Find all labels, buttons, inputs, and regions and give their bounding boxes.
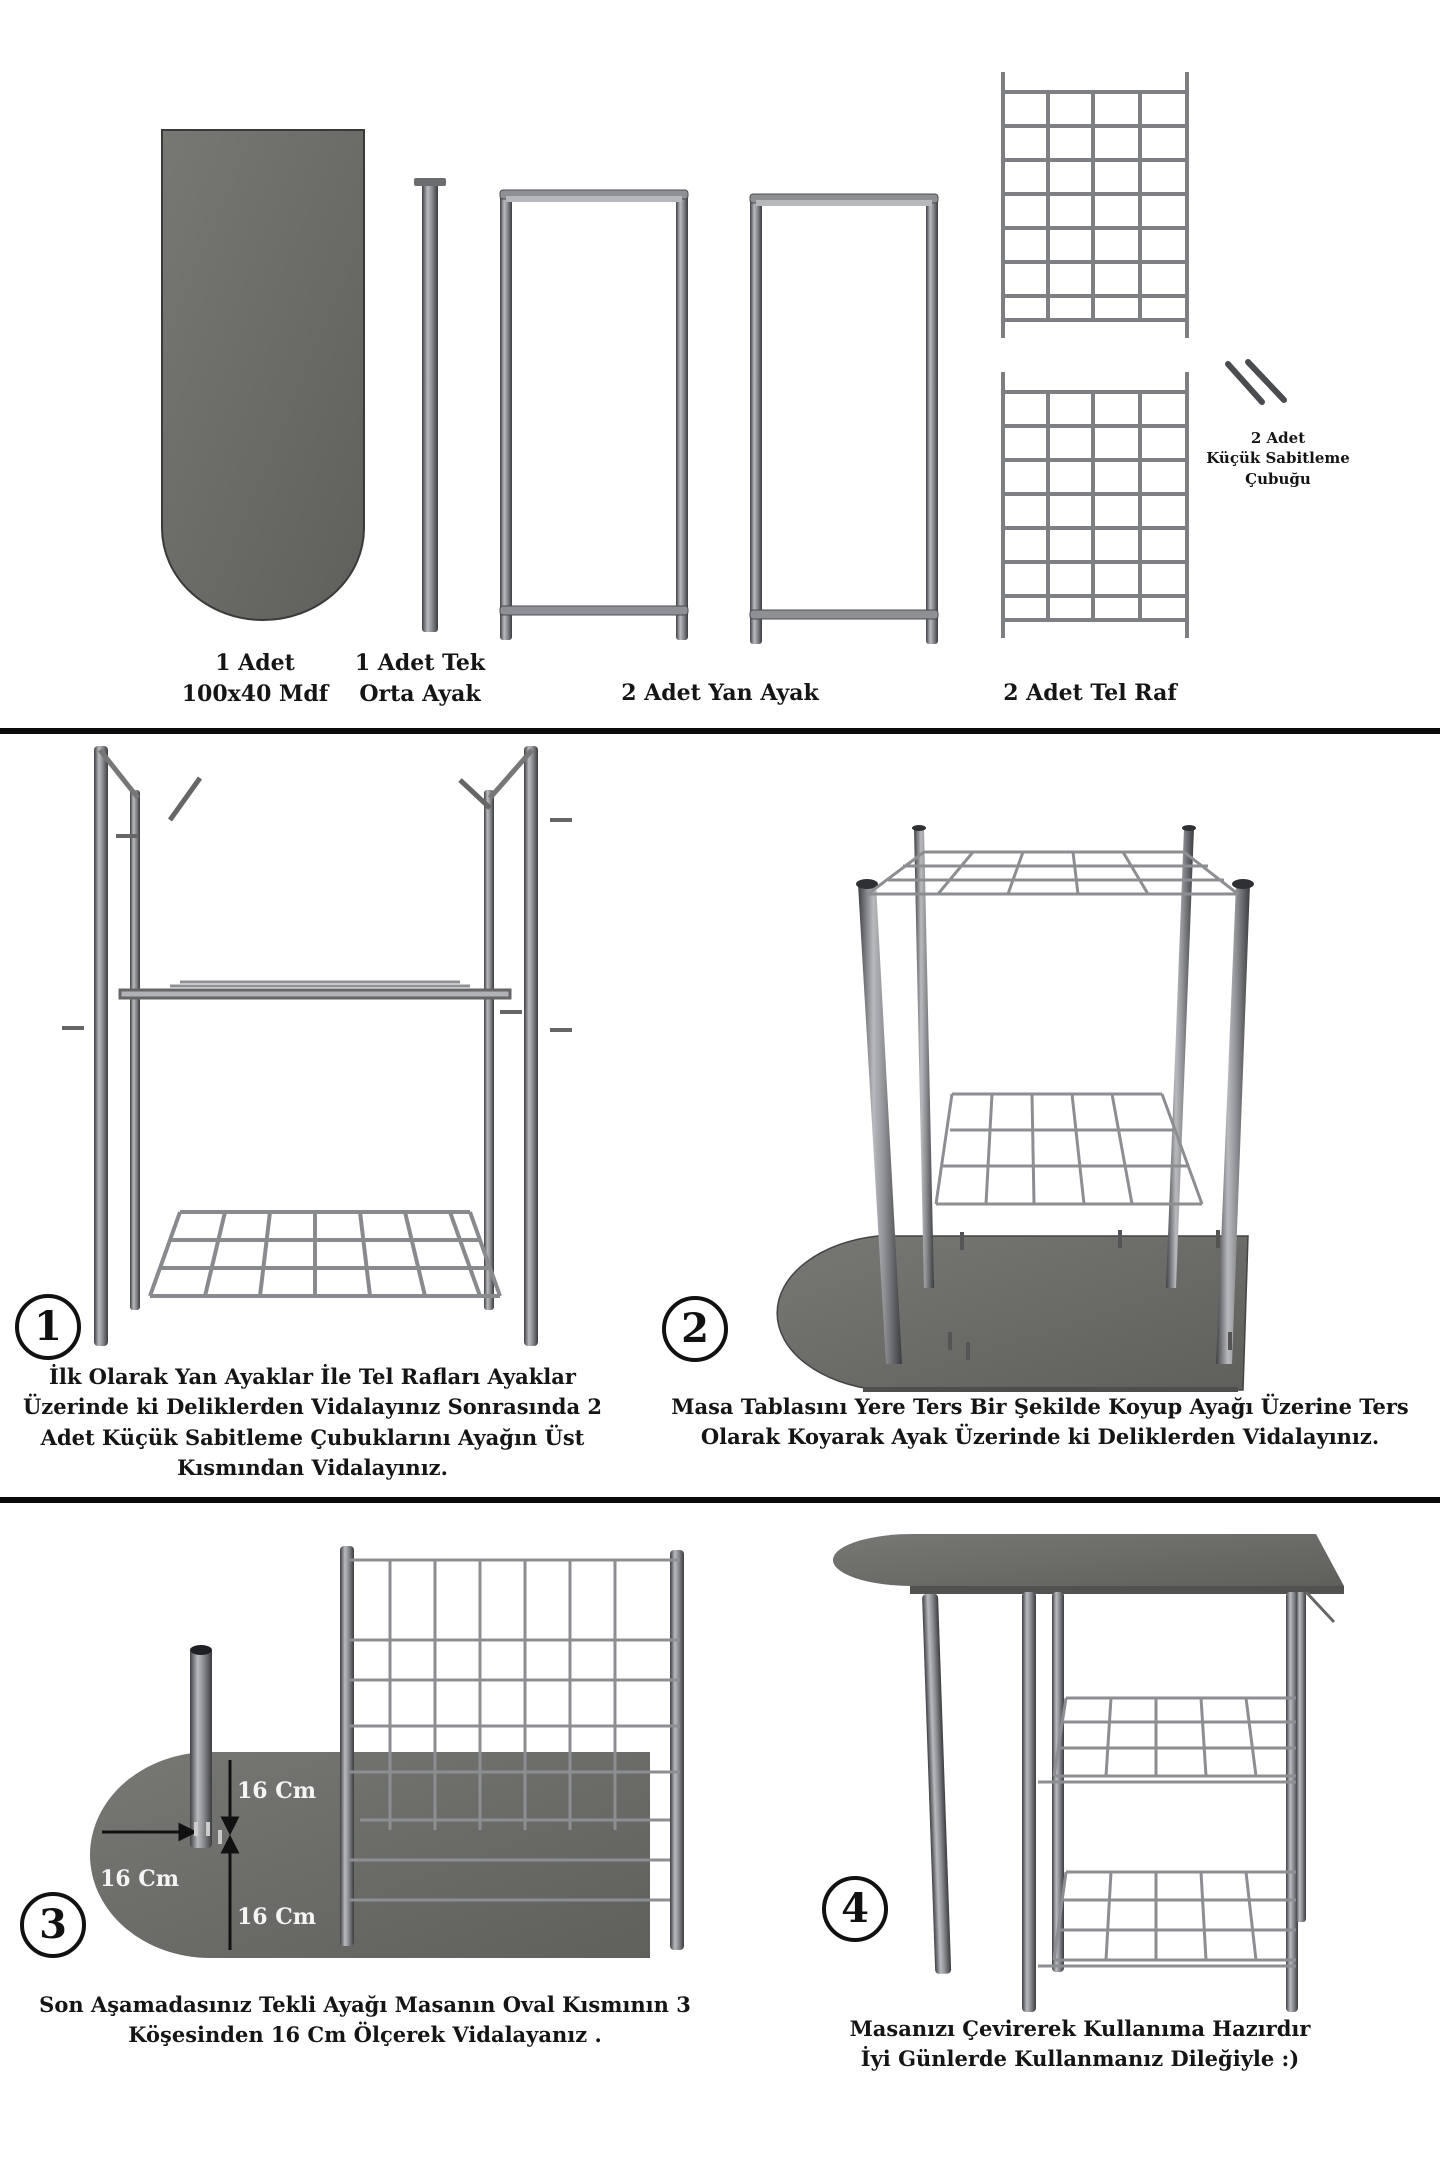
step-4-caption: Masanızı Çevirerek Kullanıma Hazırdır İyi Günlerde Kullanmanız Dileğiyle :) bbox=[849, 2016, 1311, 2072]
fixing-rods-illustration bbox=[1222, 358, 1292, 408]
step-1-illustration bbox=[50, 740, 580, 1360]
step-3-measurement-top: 16 Cm bbox=[237, 1778, 317, 1804]
step-4-number-badge: 4 bbox=[822, 1876, 888, 1942]
step-2-number-badge: 2 bbox=[662, 1296, 728, 1362]
step-4-illustration bbox=[826, 1526, 1346, 2016]
side-legs-label: 2 Adet Yan Ayak bbox=[621, 680, 819, 706]
step-1-caption: İlk Olarak Yan Ayaklar İle Tel Rafları Ayaklar Üzerinde ki Deliklerden Vidalayınız Sonrasında 2 Adet Küçük Sabitleme Çubuklarını Ayağın Üst Kısmından Vidalayınız. bbox=[22, 1364, 603, 1481]
step-1-number-badge: 1 bbox=[15, 1294, 81, 1360]
mdf-tabletop-illustration bbox=[160, 128, 370, 628]
wire-shelf-1-illustration bbox=[995, 70, 1195, 342]
center-leg-illustration bbox=[410, 176, 450, 636]
fixing-rods-label: 2 Adet Küçük Sabitleme Çubuğu bbox=[1206, 429, 1350, 488]
step-3-caption: Son Aşamadasınız Tekli Ayağı Masanın Oval Kısmının 3 Köşesinden 16 Cm Ölçerek Vidalayanız . bbox=[39, 1992, 691, 2048]
wire-shelf-2-illustration bbox=[995, 370, 1195, 642]
step-3-measurement-bottom: 16 Cm bbox=[237, 1904, 317, 1930]
step-3-measurement-left: 16 Cm bbox=[100, 1866, 180, 1892]
step-2-caption: Masa Tablasını Yere Ters Bir Şekilde Koyup Ayağı Üzerine Ters Olarak Koyarak Ayak Üzerinde ki Deliklerden Vidalayınız. bbox=[671, 1394, 1409, 1450]
side-leg-frame-2-illustration bbox=[744, 190, 944, 650]
section-divider-middle bbox=[0, 1497, 1440, 1503]
center-leg-label: 1 Adet Tek Orta Ayak bbox=[354, 650, 486, 708]
section-divider-top bbox=[0, 728, 1440, 734]
step-3-number-badge: 3 bbox=[20, 1892, 86, 1958]
mdf-label: 1 Adet 100x40 Mdf bbox=[181, 650, 329, 708]
side-leg-frame-1-illustration bbox=[494, 186, 694, 646]
step-3-illustration bbox=[90, 1530, 690, 1980]
step-2-illustration bbox=[728, 812, 1368, 1392]
wire-shelves-label: 2 Adet Tel Raf bbox=[1003, 680, 1177, 706]
